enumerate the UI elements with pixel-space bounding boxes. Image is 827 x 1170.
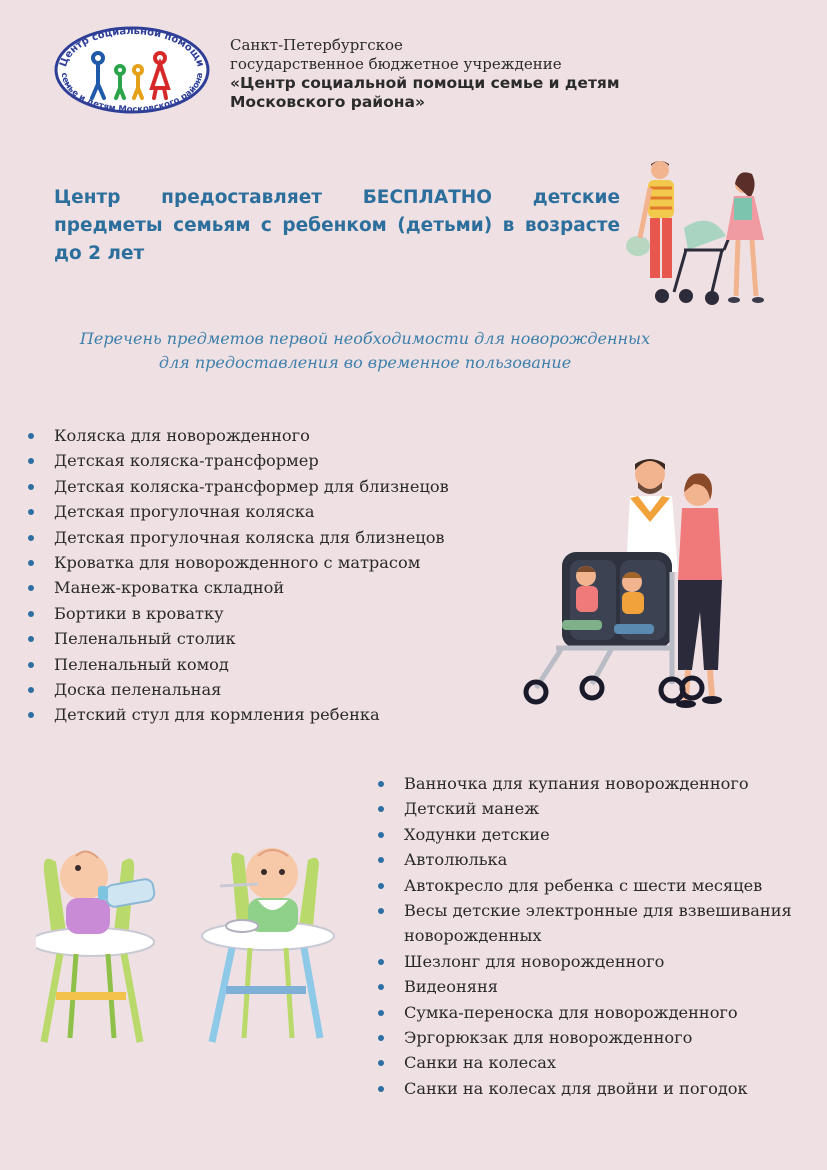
list-item: Детский стул для кормления ребенка bbox=[26, 702, 546, 727]
list-item: Детский манеж bbox=[376, 796, 816, 821]
logo-bottom-text: семье и детям Московского района bbox=[58, 72, 206, 116]
list-item: Сумка-переноска для новорожденного bbox=[376, 1000, 816, 1025]
list-item: Пеленальный столик bbox=[26, 626, 546, 651]
list-item: Ходунки детские bbox=[376, 822, 816, 847]
list-item: Санки на колесах bbox=[376, 1050, 816, 1075]
list-item: Детская прогулочная коляска для близнецов bbox=[26, 525, 546, 550]
list-item: Детская коляска-трансформер для близнецов bbox=[26, 474, 546, 499]
items-list-2 bbox=[376, 771, 816, 1101]
list-item: Манеж-кроватка складной bbox=[26, 575, 546, 600]
list-item: Автокресло для ребенка с шести месяцев bbox=[376, 873, 816, 898]
list-item: Детская коляска-трансформер bbox=[26, 448, 546, 473]
items-list-1 bbox=[26, 423, 546, 728]
org-name-line-2: Московского района» bbox=[230, 93, 425, 111]
page-headline: Центр предоставляет БЕСПЛАТНО детские предметы семьям с ребенком (детьми) в возрасте до 2 лет bbox=[54, 187, 620, 264]
family-with-stroller-illustration bbox=[614, 158, 774, 310]
list-item: Весы детские электронные для взвешивания новорожденных bbox=[376, 898, 816, 949]
family-with-twin-stroller-illustration bbox=[522, 452, 732, 710]
list-item: Коляска для новорожденного bbox=[26, 423, 546, 448]
org-line-2: государственное бюджетное учреждение bbox=[230, 55, 562, 73]
list-item: Пеленальный комод bbox=[26, 652, 546, 677]
list-item: Автолюлька bbox=[376, 847, 816, 872]
list-subtitle bbox=[40, 327, 690, 375]
list-item: Эргорюкзак для новорожденного bbox=[376, 1025, 816, 1050]
subtitle-line-2: для предоставления во временное пользование bbox=[158, 353, 572, 372]
list-item: Санки на колесах для двойни и погодок bbox=[376, 1076, 816, 1101]
list-item: Шезлонг для новорожденного bbox=[376, 949, 816, 974]
list-item: Кроватка для новорожденного с матрасом bbox=[26, 550, 546, 575]
org-name-line-1: «Центр социальной помощи семье и детям bbox=[230, 74, 620, 92]
list-item: Детская прогулочная коляска bbox=[26, 499, 546, 524]
subtitle-line-1: Перечень предметов первой необходимости для новорожденных bbox=[79, 329, 651, 348]
logo-top-text: Центр социальной помощи bbox=[58, 25, 206, 69]
list-item: Бортики в кроватку bbox=[26, 601, 546, 626]
babies-in-high-chairs-illustration bbox=[36, 842, 336, 1052]
list-item: Доска пеленальная bbox=[26, 677, 546, 702]
organization-logo bbox=[52, 24, 212, 116]
list-item: Видеоняня bbox=[376, 974, 816, 999]
org-line-1: Санкт-Петербургское bbox=[230, 36, 403, 54]
list-item: Ванночка для купания новорожденного bbox=[376, 771, 816, 796]
organization-header bbox=[230, 36, 790, 112]
